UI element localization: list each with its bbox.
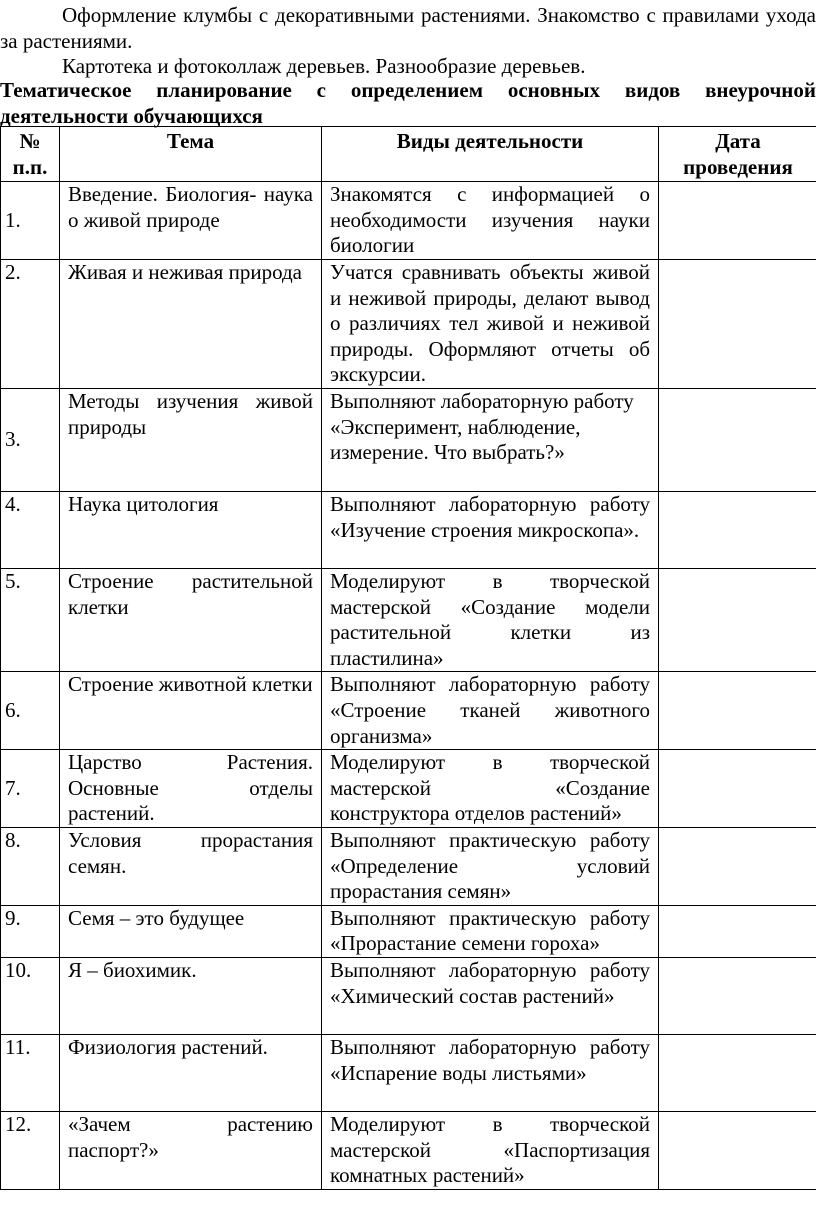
table-row [1,182,816,260]
row-num: 5. [1,569,60,672]
row-date [659,672,816,750]
row-activity: Выполняют практическую работу «Определение условий прорастания семян» [322,827,659,905]
row-date [659,260,816,389]
row-topic: Живая и неживая природа [60,260,322,389]
row-date [659,1111,816,1189]
table-header-row [1,127,816,182]
row-date [659,827,816,905]
row-topic: Введение. Биология- наука о живой природе [60,182,322,260]
table-row [1,750,816,828]
row-activity: Выполняют лабораторную работу «Строение тканей животного организма» [322,672,659,750]
thematic-plan-table [0,126,816,1190]
table-row [1,905,816,957]
row-num: 8. [1,827,60,905]
row-date [659,1034,816,1111]
row-num: 11. [1,1034,60,1111]
row-num: 4. [1,492,60,569]
table-row [1,569,816,672]
row-topic: «Зачем растению паспорт?» [60,1111,322,1189]
row-num: 10. [1,957,60,1034]
row-activity: Знакомятся с информацией о необходимости изучения науки биологии [322,182,659,260]
table-row [1,827,816,905]
row-num: 9. [1,905,60,957]
row-date [659,569,816,672]
table-row [1,957,816,1034]
table-row [1,260,816,389]
row-topic: Строение животной клетки [60,672,322,750]
row-topic: Наука цитология [60,492,322,569]
table-row [1,1034,816,1111]
row-date [659,750,816,828]
row-topic: Я – биохимик. [60,957,322,1034]
row-date [659,389,816,492]
table-row [1,1111,816,1189]
row-activity: Выполняют лабораторную работу «Испарение воды листьями» [322,1034,659,1111]
table-row [1,389,816,492]
header-activity: Виды деятельности [322,127,659,182]
row-num: 2. [1,260,60,389]
row-topic: Условия прорастания семян. [60,827,322,905]
header-num [1,127,60,182]
table-row [1,672,816,750]
intro-text [0,3,816,80]
row-topic: Царство Растения. Основные отделы растений. [60,750,322,828]
row-num: 7. [1,750,60,828]
row-activity: Моделируют в творческой мастерской «Создание модели растительной клетки из пластилина» [322,569,659,672]
row-topic: Строение растительной клетки [60,569,322,672]
row-activity: Моделируют в творческой мастерской «Паспортизация комнатных растений» [322,1111,659,1189]
row-activity: Выполняют лабораторную работу «Эксперимент, наблюдение, измерение. Что выбрать?» [322,389,659,492]
row-num: 12. [1,1111,60,1189]
row-date [659,182,816,260]
row-activity: Учатся сравнивать объекты живой и неживой природы, делают вывод о различиях тел живой и неживой природы. Оформляют отчеты об экскурсии. [322,260,659,389]
row-activity: Выполняют лабораторную работу «Химический состав растений» [322,957,659,1034]
row-date [659,492,816,569]
row-activity: Выполняют практическую работу «Прорастание семени гороха» [322,905,659,957]
section-title: Тематическое планирование с определением основных видов внеурочной деятельности обучающихся [0,78,816,128]
intro-paragraph-2: Картотека и фотоколлаж деревьев. Разнообразие деревьев. [62,54,586,79]
row-activity: Моделируют в творческой мастерской «Создание конструктора отделов растений» [322,750,659,828]
header-date: Дата проведения [659,127,816,182]
table-row [1,492,816,569]
row-topic: Методы изучения живой природы [60,389,322,492]
intro-paragraph-1: Оформление клумбы с декоративными растениями. Знакомство с правилами ухода за растениями. [0,3,816,53]
row-date [659,905,816,957]
header-num-label: № п.п. [12,129,48,179]
row-topic: Физиология растений. [60,1034,322,1111]
row-activity: Выполняют лабораторную работу «Изучение строения микроскопа». [322,492,659,569]
row-topic: Семя – это будущее [60,905,322,957]
row-num: 1. [1,182,60,260]
row-num: 3. [1,389,60,492]
row-date [659,957,816,1034]
row-num: 6. [1,672,60,750]
header-topic: Тема [60,127,322,182]
